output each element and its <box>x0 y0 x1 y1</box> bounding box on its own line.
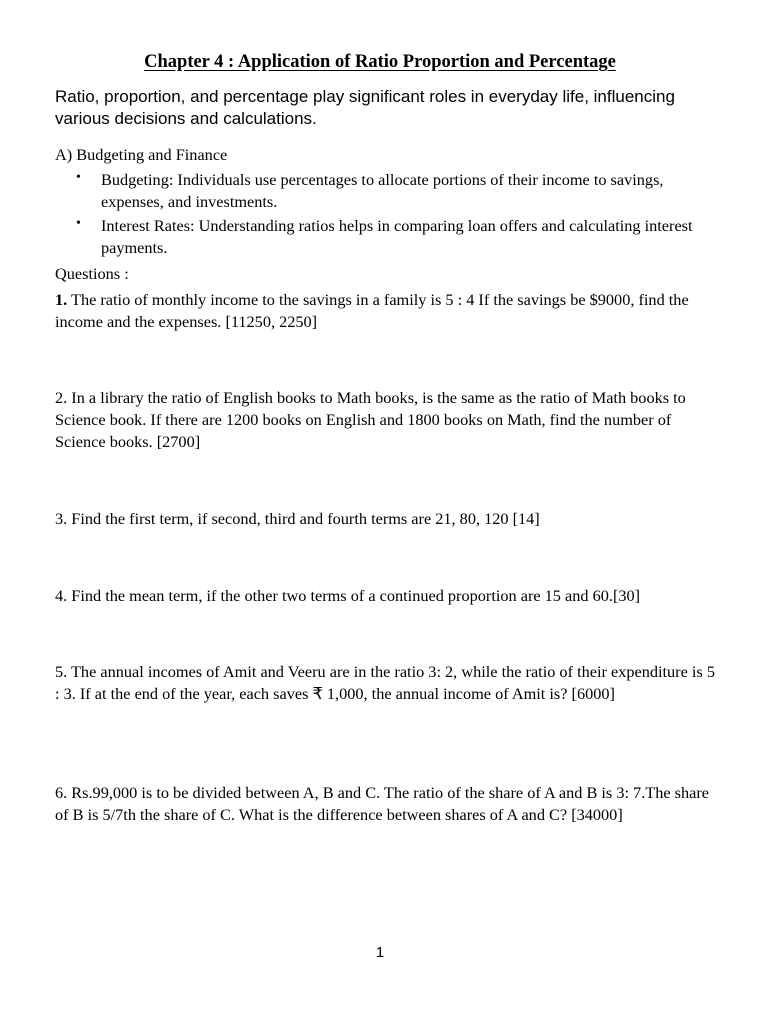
bullet-icon: • <box>76 170 81 185</box>
bullet-item <box>55 215 715 259</box>
bullet-list <box>55 169 715 259</box>
question-4: 4. Find the mean term, if the other two terms of a continued proportion are 15 and 60.[30] <box>55 586 641 605</box>
question-text: The ratio of monthly income to the savings in a family is 5 : 4 If the savings be $9000, find the income and the expenses. [11250, 2250] <box>55 290 689 331</box>
bullet-icon: • <box>76 216 81 231</box>
section-heading: A) Budgeting and Finance <box>55 145 228 164</box>
question-5: 5. The annual incomes of Amit and Veeru are in the ratio 3: 2, while the ratio of their expenditure is 5 : 3. If at the end of the year, each saves ₹ 1,000, the annual income of Amit is? [6000] <box>55 662 715 703</box>
page-number: 1 <box>375 944 385 961</box>
question-3: 3. Find the first term, if second, third and fourth terms are 21, 80, 120 [14] <box>55 509 540 528</box>
questions-label: Questions : <box>55 264 129 283</box>
question-2: 2. In a library the ratio of English books to Math books, is the same as the ratio of Math books to Science book. If there are 1200 books on English and 1800 books on Math, find the number of Science books. [2700] <box>55 388 686 451</box>
bullet-text: Budgeting: Individuals use percentages to allocate portions of their income to savings, expenses, and investments. <box>101 170 664 211</box>
intro-paragraph: Ratio, proportion, and percentage play significant roles in everyday life, influencing various decisions and calculations. <box>55 87 675 128</box>
question-1 <box>55 289 715 333</box>
bullet-item <box>55 169 715 213</box>
question-6: 6. Rs.99,000 is to be divided between A, B and C. The ratio of the share of A and B is 3: 7.The share of B is 5/7th the share of C. What is the difference between shares of A and C? [34000] <box>55 783 710 824</box>
page-title: Chapter 4 : Application of Ratio Proportion and Percentage <box>144 52 616 72</box>
bullet-text: Interest Rates: Understanding ratios helps in comparing loan offers and calculating interest payments. <box>101 216 693 257</box>
question-number: 1. <box>55 290 68 309</box>
